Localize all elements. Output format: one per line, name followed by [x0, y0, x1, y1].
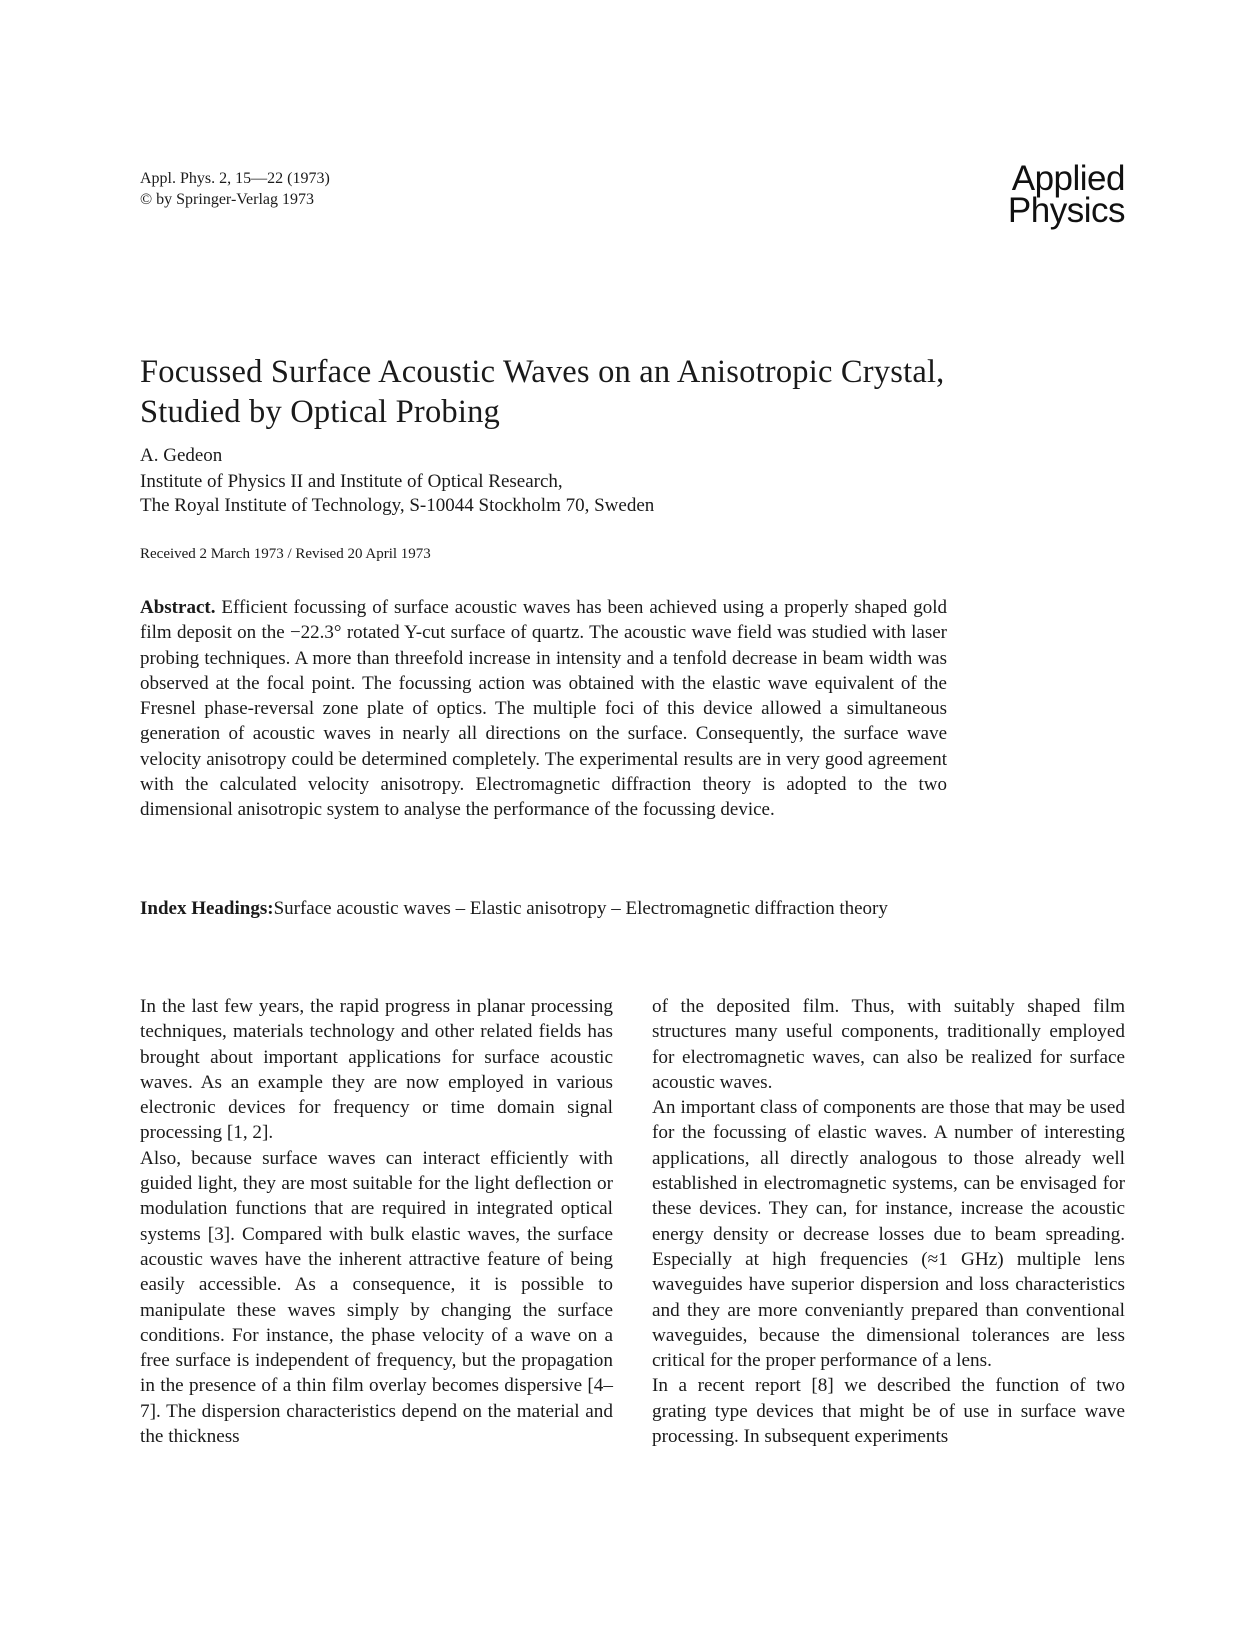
- index-headings: [140, 896, 947, 921]
- journal-logo-line2: Physics: [1007, 191, 1125, 230]
- body-column-left: [140, 994, 613, 1449]
- body-paragraph: In a recent report [8] we described the function of two grating type devices that might be of use in surface wave processing. In subsequent experiments: [652, 1375, 1125, 1448]
- journal-citation: [140, 168, 330, 210]
- body-paragraph: of the deposited film. Thus, with suitably shaped film structures many useful components, traditionally employed for electromagnetic waves, can also be realized for surface acoustic waves.: [652, 996, 1125, 1093]
- citation-volume-pages: Appl. Phys. 2, 15—22 (1973): [140, 170, 330, 187]
- journal-logo-line1: Applied: [1011, 159, 1125, 198]
- index-headings-text: Surface acoustic waves – Elastic anisotropy – Electromagnetic diffraction theory: [273, 898, 888, 919]
- body-column-right: [652, 994, 1125, 1449]
- index-headings-label: Index Headings:: [140, 898, 274, 919]
- body-paragraph: In the last few years, the rapid progress in planar processing techniques, materials technology and other related fields has brought about important applications for surface acoustic waves. As an example they are now employed in various electronic devices for frequency or time domain signal processing [1, 2].: [140, 996, 613, 1144]
- abstract: [140, 595, 947, 823]
- author-affiliation: [140, 470, 940, 518]
- received-dates: Received 2 March 1973 / Revised 20 April 1973: [140, 546, 431, 562]
- abstract-label: Abstract.: [140, 597, 216, 618]
- journal-logo: [935, 159, 1125, 230]
- abstract-text: Efficient focussing of surface acoustic waves has been achieved using a properly shaped gold film deposit on the −22.3° rotated Y-cut surface of quartz. The acoustic wave field was studied with laser probing techniques. A more than threefold increase in intensity and a tenfold decrease in beam width was observed at the focal point. The focussing action was obtained with the elastic wave equivalent of the Fresnel phase-reversal zone plate of optics. The multiple foci of this device allowed a simultaneous generation of acoustic waves in nearly all directions on the surface. Consequently, the surface wave velocity anisotropy could be determined completely. The experimental results are in very good agreement with the calculated velocity anisotropy. Electromagnetic diffraction theory is adopted to the two dimensional anisotropic system to analyse the performance of the focussing device.: [140, 597, 948, 821]
- affiliation-line-2: The Royal Institute of Technology, S-10044 Stockholm 70, Sweden: [140, 495, 655, 516]
- body-paragraph: An important class of components are those that may be used for the focussing of elastic waves. A number of interesting applications, all directly analogous to those already well established in electromagnetic systems, can be envisaged for these devices. They can, for instance, increase the acoustic energy density or decrease losses due to beam spreading. Especially at high frequencies (≈1 GHz) multiple lens waveguides have superior dispersion and loss characteristics and they are more conveniantly prepared than conventional waveguides, because the dimensional tolerances are less critical for the proper performance of a lens.: [652, 1097, 1125, 1372]
- body-paragraph: Also, because surface waves can interact efficiently with guided light, they are most suitable for the light deflection or modulation functions that are required in integrated optical systems [3]. Compared with bulk elastic waves, the surface acoustic waves have the inherent attractive feature of being easily accessible. As a consequence, it is possible to manipulate these waves simply by changing the surface conditions. For instance, the phase velocity of a wave on a free surface is independent of frequency, but the propagation in the presence of a thin film overlay becomes dispersive [4–7]. The dispersion characteristics depend on the material and the thickness: [140, 1147, 613, 1448]
- article-author: A. Gedeon: [140, 445, 223, 466]
- citation-copyright: © by Springer-Verlag 1973: [140, 191, 315, 208]
- affiliation-line-1: Institute of Physics II and Institute of Optical Research,: [140, 471, 563, 492]
- article-title: Focussed Surface Acoustic Waves on an Anisotropic Crystal, Studied by Optical Probing: [140, 354, 945, 430]
